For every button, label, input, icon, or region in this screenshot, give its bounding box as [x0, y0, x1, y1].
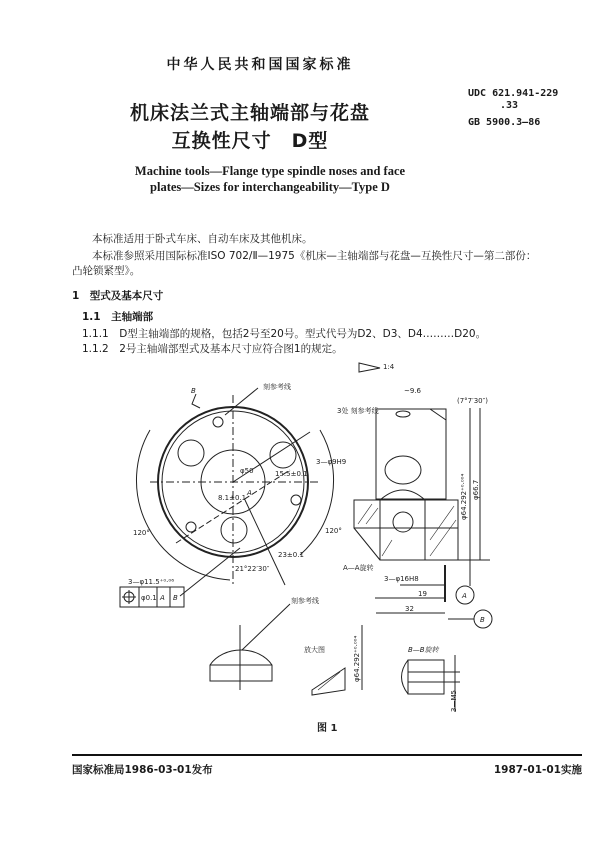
footer-divider: [72, 754, 582, 756]
label-aa-rotated: A—A旋转: [343, 564, 374, 572]
label-m5: 3—M5: [450, 690, 458, 712]
datum-b-marker: B: [480, 616, 485, 624]
label-dim-32: 32: [405, 605, 414, 613]
label-dim-19: 19: [418, 590, 427, 598]
label-dim-8-1: 8.1±0.1: [218, 494, 247, 502]
label-dim-23: 23±0.1: [278, 551, 304, 559]
title-zh-line1: 机床法兰式主轴端部与花盘: [129, 102, 370, 124]
udc-code: UDC 621.941-229: [468, 88, 559, 99]
title-en-line1: Machine tools—Flange type spindle noses and face: [134, 164, 406, 178]
section-1-heading: 1 型式及基本尺寸: [72, 290, 164, 302]
label-angle-120-left: 120°: [133, 529, 150, 537]
title-zh-line2: 互换性尺寸 D型: [171, 130, 329, 152]
label-section-a: A: [247, 489, 252, 497]
label-angle-7: (7°7′30″): [457, 397, 488, 405]
label-ref-line: 刻参考线: [263, 383, 291, 391]
label-enlarged-view: 放大图: [304, 646, 325, 654]
title-en-line2: plates—Sizes for interchangeability—Type D: [150, 180, 390, 194]
label-phi66: φ66.7: [472, 479, 480, 500]
label-phi50: φ50: [240, 467, 254, 475]
issue-date: 国家标准局1986-03-01发布: [72, 764, 213, 776]
label-bb-rotated: B—B旋转: [408, 646, 439, 654]
label-angle-120-right: 120°: [325, 527, 342, 535]
label-dim-9-6: ~9.6: [404, 387, 421, 395]
effective-date: 1987-01-01实施: [493, 764, 582, 776]
clause-1-1-2: 1.1.2 2号主轴端部型式及基本尺寸应符合图1的规定。: [82, 343, 343, 355]
section-1-1-heading: 1.1 主轴端部: [82, 311, 154, 323]
label-angle-21: 21°22′30″: [235, 565, 270, 573]
issuing-country-header: 中华人民共和国国家标准: [166, 57, 354, 73]
label-ref-line-b: 刻参考线: [291, 597, 319, 605]
label-taper: 1:4: [383, 363, 395, 371]
tolerance-datum-a: A: [160, 594, 165, 602]
label-section-b: B: [191, 387, 196, 395]
scope-paragraph: 本标准适用于卧式车床、自动车床及其他机床。: [92, 233, 313, 245]
label-phi64: φ64.292⁺⁰·⁰⁰⁴: [460, 473, 468, 520]
clause-1-1-1: 1.1.1 D型主轴端部的规格，包括2号至20号。型式代号为D2、D3、D4………D20。: [82, 328, 487, 340]
udc-code-cont: .33: [500, 100, 519, 111]
tolerance-value: φ0.1: [141, 594, 157, 602]
label-phi64-enlarged: φ64.292⁺⁰·⁰⁰⁴: [353, 635, 361, 682]
label-hole-11-5: 3—φ11.5⁺⁰·⁰⁶: [128, 578, 174, 586]
datum-a-marker: A: [462, 592, 467, 600]
gb-number: GB 5900.3—86: [468, 117, 541, 128]
reference-paragraph-cont: 凸轮锁紧型》。: [72, 265, 141, 277]
tolerance-datum-b: B: [173, 594, 178, 602]
label-ref-line-3: 3处 刻参考线: [337, 407, 379, 415]
label-hole-16: 3—φ16H8: [384, 575, 419, 583]
label-hole-9: 3—φ9H9: [316, 458, 347, 466]
figure-caption: 图 1: [317, 723, 338, 734]
label-dim-15-5: 15.5±0.1: [275, 470, 308, 478]
reference-paragraph: 本标准参照采用国际标准ISO 702/Ⅱ—1975《机床—主轴端部与花盘—互换性尺寸—第二部份：: [92, 250, 537, 262]
